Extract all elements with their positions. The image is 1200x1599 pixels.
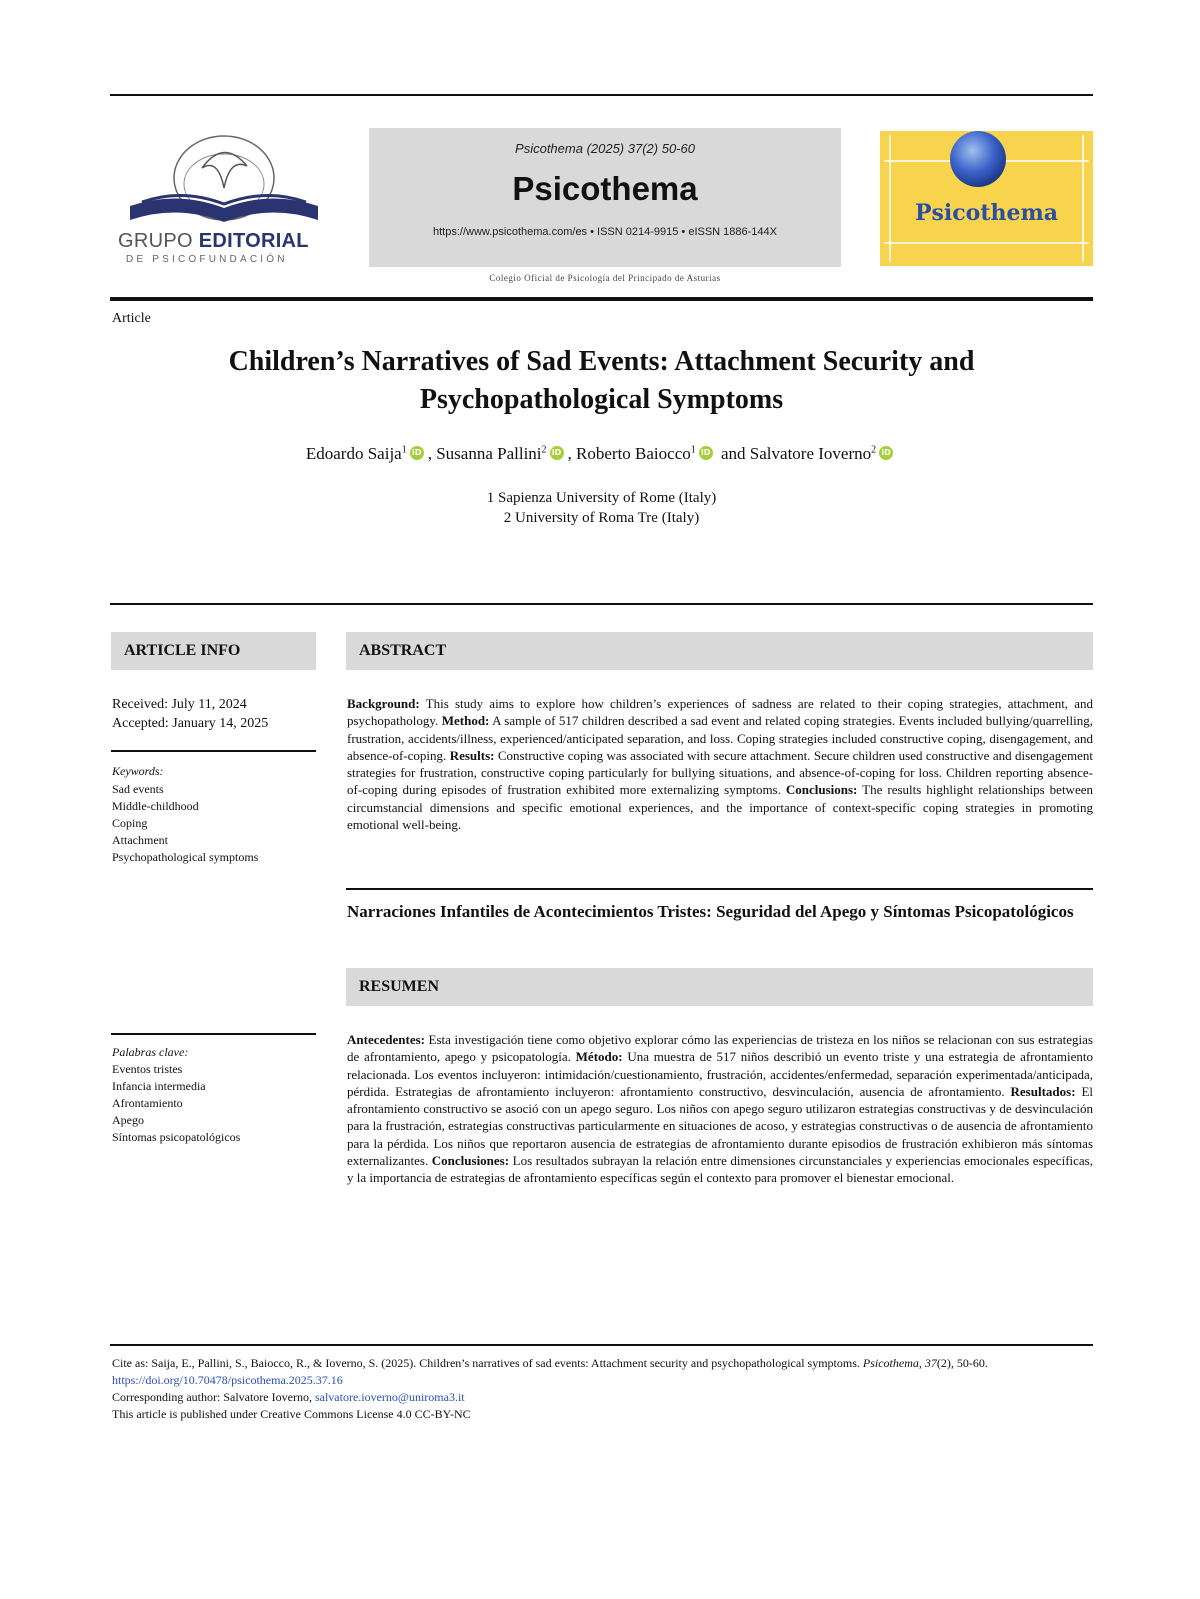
globe-icon — [880, 131, 1093, 266]
grupo-editorial-name — [118, 230, 309, 253]
journal-title: Psicothema — [512, 170, 698, 207]
keyword-item: Middle-childhood — [112, 799, 199, 813]
resumen-resultados-text: El afrontamiento constructivo se asoció con un apego seguro. Los niños con apego seguro utilizaron estrategias constructivas y de desvinculación para la frustración, estrategias constructivas particularmente en situaciones de acoso, y estrategias constructivas o de ausencia de afrontamiento para la pérdida. Los niños que reportaron ausencia de estrategias de afrontamiento durante episodios de frustración exhibieron más síntomas externalizantes. — [347, 1083, 1093, 1169]
article-title-line-2: Psychopathological Symptoms — [419, 384, 784, 415]
affiliation-1: 1 Sapienza University of Rome (Italy) — [486, 490, 717, 506]
keyword-item: Attachment — [112, 833, 168, 847]
corresponding-text: Corresponding author: Salvatore Ioverno, — [112, 1390, 315, 1404]
section-rule — [110, 603, 1093, 605]
resumen-conclusiones-text: Los resultados subrayan la relación entre dimensiones circunstanciales y experiencias emocionales específicas, y la importancia de estrategias de afrontamiento específicas según el contexto para promover el bienestar emocional. — [347, 1153, 1093, 1186]
received-date: Received: July 11, 2024 — [112, 697, 247, 712]
author-sep: , — [427, 444, 437, 463]
palabra-item: Síntomas psicopatológicos — [112, 1130, 241, 1144]
spanish-title-rule — [346, 888, 1093, 890]
resumen-antecedentes-text: Esta investigación tiene como objetivo explorar cómo las experiencias de tristeza en los niños se relacionan con sus estrategias de afrontamiento, apego y psicopatología. — [347, 1032, 1093, 1065]
resumen-conclusiones-label: Conclusiones: — [431, 1153, 510, 1169]
psicothema-logo-text: Psicothema — [914, 200, 1059, 226]
palabras-clave-list — [112, 1061, 240, 1146]
editorial-word: EDITORIAL — [198, 230, 309, 252]
article-title — [110, 343, 1093, 419]
palabra-item: Apego — [112, 1113, 144, 1127]
author-1-name: Edoardo Saija — [305, 444, 402, 463]
article-type: Article — [112, 311, 151, 326]
resumen-antecedentes-label: Antecedentes: — [347, 1032, 425, 1047]
corresponding-author — [112, 1389, 1093, 1406]
psicothema-logo — [880, 131, 1093, 266]
doi-link[interactable]: https://doi.org/10.70478/psicothema.2025.37.16 — [112, 1373, 343, 1387]
keyword-item: Sad events — [112, 782, 164, 796]
email-link[interactable]: salvatore.ioverno@uniroma3.it — [314, 1390, 465, 1404]
cite-text: Cite as: Saija, E., Pallini, S., Baiocco, R., & Ioverno, S. (2025). Children’s narratives of sad events: Attachment security and psychopathological symptoms. — [112, 1356, 863, 1370]
author-4-name: Salvatore Ioverno — [749, 444, 872, 463]
author-3-affil: 1 — [690, 444, 696, 456]
author-2-name: Susanna Pallini — [436, 444, 542, 463]
accepted-date: Accepted: January 14, 2025 — [112, 716, 269, 731]
article-info-heading: ARTICLE INFO — [111, 632, 316, 670]
abstract-method-label: Method: — [441, 713, 490, 729]
top-rule — [110, 94, 1093, 96]
grupo-editorial-logo — [112, 128, 337, 268]
orcid-icon[interactable]: iD — [699, 446, 713, 460]
license-line: This article is published under Creative Commons License 4.0 CC-BY-NC — [112, 1407, 471, 1421]
affiliation-2: 2 University of Roma Tre (Italy) — [503, 510, 700, 526]
abstract-method-text: A sample of 517 children described a sad event and related coping strategies. Events included bullying/quarrelling, frustration, accidents/illness, experienced/anticipated separation, and loss. Coping strategies included constructive coping, disengagement, and absence-of-coping. — [347, 713, 1094, 763]
author-sep: and — [716, 444, 750, 463]
palabras-clave-heading: Palabras clave: — [112, 1045, 189, 1059]
journal-citation-line: Psicothema (2025) 37(2) 50-60 — [515, 141, 695, 156]
author-2-affil: 2 — [541, 444, 547, 456]
author-4-affil: 2 — [871, 444, 877, 456]
abstract-background-label: Background: — [347, 696, 420, 711]
authors-line — [110, 444, 1093, 464]
palabra-item: Infancia intermedia — [112, 1079, 206, 1093]
abstract-heading: ABSTRACT — [346, 632, 1093, 670]
journal-url[interactable]: https://www.psicothema.com/es • ISSN 0214-9915 • eISSN 1886-144X — [433, 226, 777, 238]
cite-as — [112, 1355, 1093, 1389]
resumen-metodo-label: Método: — [575, 1049, 623, 1065]
open-book-icon — [112, 128, 337, 228]
info-rule — [111, 750, 316, 752]
keyword-item: Coping — [112, 816, 148, 830]
orcid-icon[interactable]: iD — [879, 446, 893, 460]
cite-journal: Psicothema, 37 — [862, 1356, 937, 1370]
citation-block — [112, 1355, 1093, 1423]
grupo-word: GRUPO — [118, 230, 199, 252]
author-1-affil: 1 — [401, 444, 407, 456]
psicofundacion-line: DE PSICOFUNDACIÓN — [126, 254, 288, 265]
author-sep: , — [567, 444, 577, 463]
resumen-metodo-text: Una muestra de 517 niños describió un evento triste y una estrategia de afrontamiento relacionada. Los eventos incluyeron: intimidación/cuestionamiento, frustración, accidentes/enfermedad, separación experimentada/anticipada, pérdida. Estrategias de afrontamiento incluyeron: afrontamiento constructivo, desvinculación, ausencia de afrontamiento. — [347, 1049, 1093, 1099]
keyword-item: Psychopathological symptoms — [112, 850, 259, 864]
palabra-item: Eventos tristes — [112, 1062, 183, 1076]
abstract-results-text: Constructive coping was associated with secure attachment. Secure children used constructive and disengagement strategies for frustration, constructive coping particularly for bullying situations, and absence-of-coping for loss. Children reporting absence-of-coping during episodes of frustration exhibited more externalizing symptoms. — [347, 747, 1093, 798]
cite-issue: (2), 50-60. — [936, 1356, 988, 1370]
keywords-heading: Keywords: — [112, 764, 164, 778]
keywords-list — [112, 781, 258, 866]
orcid-icon[interactable]: iD — [410, 446, 424, 460]
palabra-item: Afrontamiento — [112, 1096, 183, 1110]
abstract-background-text: This study aims to explore how children’s experiences of sadness are related to their coping strategies, attachment, and psychopathology. — [347, 696, 1093, 729]
abstract-conclusions-text: The results highlight relationships between circumstancial dimensions and specific emotional experiences, and the importance of context-specific coping strategies in promoting emotional well-being. — [347, 782, 1093, 833]
colegio-line: Colegio Oficial de Psicología del Principado de Asturias — [489, 273, 721, 283]
footer-rule — [110, 1344, 1093, 1346]
resumen-resultados-label: Resultados: — [1010, 1083, 1076, 1099]
resumen-text — [347, 1031, 1093, 1187]
resumen-heading: RESUMEN — [346, 968, 1093, 1006]
article-title-line-1: Children’s Narratives of Sad Events: Attachment Security and — [228, 346, 975, 377]
header-rule — [110, 297, 1093, 301]
spanish-title: Narraciones Infantiles de Acontecimientos Tristes: Seguridad del Apego y Síntomas Psicopatológicos — [347, 902, 1074, 921]
orcid-icon[interactable]: iD — [550, 446, 564, 460]
abstract-results-label: Results: — [449, 747, 495, 763]
abstract-conclusions-label: Conclusions: — [785, 782, 858, 798]
palabras-rule — [111, 1033, 316, 1035]
author-3-name: Roberto Baiocco — [576, 444, 691, 463]
journal-header-box — [369, 128, 841, 267]
abstract-text — [347, 695, 1093, 833]
